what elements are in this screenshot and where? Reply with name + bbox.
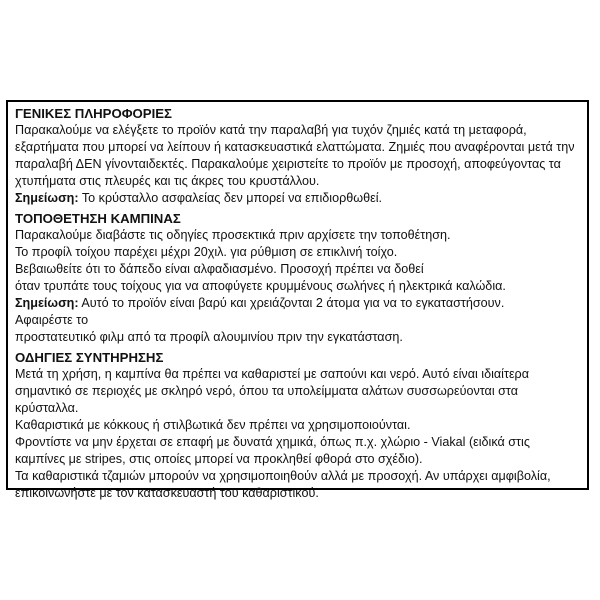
paragraph: Παρακαλούμε να ελέγξετε το προϊόν κατά την παραλαβή για τυχόν ζημιές κατά τη μεταφορά, εξαρτήματα που μπορεί να λείπουν ή κατασκευαστικά ελαττώματα. Ζημιές που αναφέρονται μετά την παραλαβή ΔΕΝ γίνονταιδεκτές. Παρακαλούμε χειριστείτε το προϊόν με προσοχή, αποφεύγοντας τα χτυπήματα στις πλευρές και τις άκρες του κρυστάλλου. xyxy=(15,123,575,188)
text-line: Το προφίλ τοίχου παρέχει μέχρι 20χιλ. για ρύθμιση σε επικλινή τοίχο. xyxy=(15,245,398,259)
text-line: Αφαιρέστε το xyxy=(15,313,89,327)
section-title: ΓΕΝΙΚΕΣ ΠΛΗΡΟΦΟΡΙΕΣ xyxy=(15,106,172,121)
note-label: Σημείωση: xyxy=(15,191,79,205)
section-general-info xyxy=(15,105,581,207)
section-title: ΤΟΠΟΘΕΤΗΣΗ ΚΑΜΠΙΝΑΣ xyxy=(15,211,181,226)
text-line: όταν τρυπάτε τους τοίχους για να αποφύγετε κρυμμένους σωλήνες ή ηλεκτρικά καλώδια. xyxy=(15,279,506,293)
section-title: ΟΔΗΓΙΕΣ ΣΥΝΤΗΡΗΣΗΣ xyxy=(15,350,164,365)
note-line xyxy=(15,190,581,207)
note-line xyxy=(15,295,581,312)
text-line: Παρακαλούμε διαβάστε τις οδηγίες προσεκτικά πριν αρχίσετε την τοποθέτηση. xyxy=(15,228,451,242)
paragraph: Τα καθαριστικά τζαμιών μπορούν να χρησιμοποιηθούν αλλά με προσοχή. Αν υπάρχει αμφιβολία, επικοινωνήστε με τον κατασκευαστή του καθαριστικού. xyxy=(15,469,551,500)
section-installation xyxy=(15,210,581,346)
note-text: Αυτό το προϊόν είναι βαρύ και χρειάζονται 2 άτομα για να το εγκαταστήσουν. xyxy=(78,296,505,310)
instructions-box xyxy=(6,100,589,500)
paragraph: Φροντίστε να μην έρχεται σε επαφή με δυνατά χημικά, όπως π.χ. χλώριο - Viakal (ειδικά στις καμπίνες με stripes, στις οποίες μπορεί να προκληθεί φθορά στο σχέδιο). xyxy=(15,435,530,466)
text-line: προστατευτικό φιλμ από τα προφίλ αλουμινίου πριν την εγκατάσταση. xyxy=(15,330,403,344)
paragraph: Μετά τη χρήση, η καμπίνα θα πρέπει να καθαριστεί με σαπούνι και νερό. Αυτό είναι ιδιαίτερα σημαντικό σε περιοχές με σκληρό νερό, όπου τα υπολείμματα αλάτων συσσωρεύονται στα κρύσταλλα. xyxy=(15,367,530,415)
section-maintenance xyxy=(15,349,581,502)
note-text: Το κρύσταλλο ασφαλείας δεν μπορεί να επιδιορθωθεί. xyxy=(78,191,382,205)
note-label: Σημείωση: xyxy=(15,296,79,310)
text-line: Καθαριστικά με κόκκους ή στιλβωτικά δεν πρέπει να χρησιμοποιούνται. xyxy=(15,418,411,432)
text-line: Βεβαιωθείτε ότι το δάπεδο είναι αλφαδιασμένο. Προσοχή πρέπει να δοθεί xyxy=(15,262,424,276)
